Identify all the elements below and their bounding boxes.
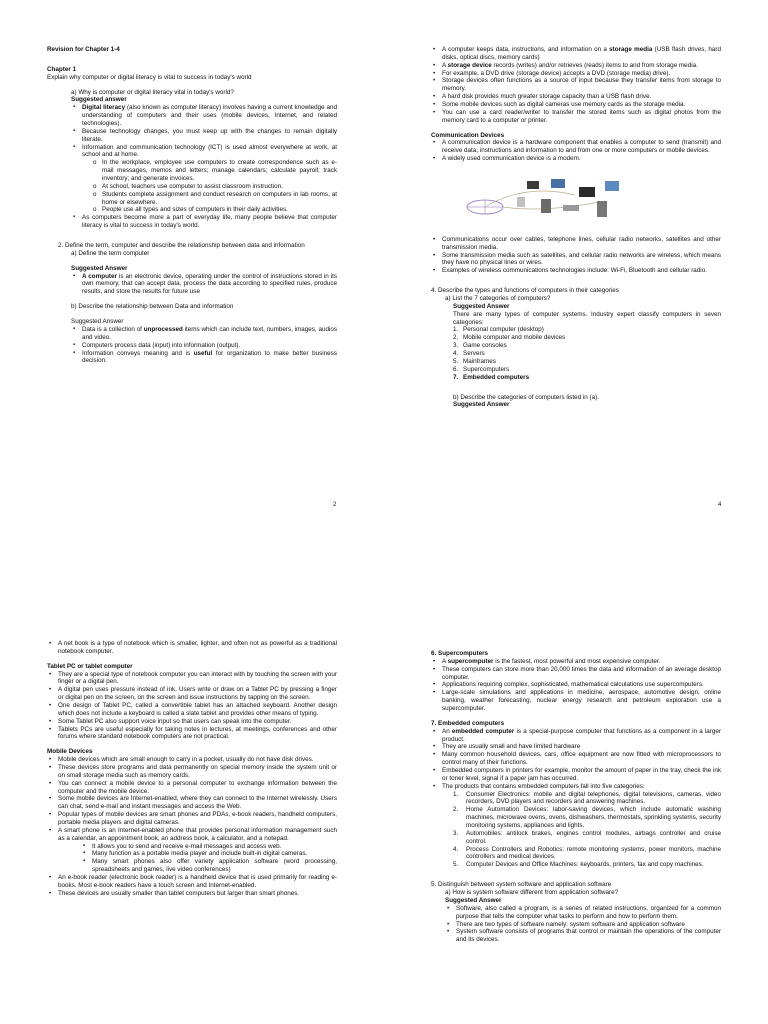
list-item: 1. Consumer Electronics: mobile and digital telephones, digital televisions, cameras, video recorders, DVD players and recorders and answering machines. [453, 790, 721, 806]
question-4b: b) Describe the categories of computers listed in (a). [453, 393, 599, 401]
list-item: • A computer keeps data, instructions, and information on a storage media (USB flash drives, hard disks, optical discs, memory cards) [431, 46, 721, 62]
list-item: • An embedded computer is a special-purpose computer that functions as a component in a larger product. [431, 728, 721, 744]
list-item: • Popular types of mobile devices are smart phones and PDAs, e-book readers, handheld computers, portable media players and digital cameras. [47, 811, 337, 827]
list-item: • Storage devices often functions as a source of input because they transfer items from storage to memory. [431, 77, 721, 93]
list-item: • These devices store programs and data permanently on special memory inside the system unit or on small storage media such as memory cards. [47, 764, 337, 780]
list-item: 3. Game consoles [453, 342, 507, 350]
list-item: 3. Automobiles: antilock brakes, engines control modules, airbags controller and cruise control. [453, 829, 721, 845]
list-item: 5. Mainframes [453, 357, 496, 365]
question-1a: a) Why is computer or digital literacy vital in today's world? [71, 88, 234, 96]
page-2 [47, 46, 337, 365]
list-item: 7. Embedded computers [453, 373, 530, 381]
list-item: • For example, a DVD drive (storage device) accepts a DVD (storage media) drive). [431, 70, 721, 78]
list-item: ▪ Information and communication technology (ICT) is used almost everywhere at work, at school and at home. [71, 144, 337, 160]
list-item: o In the workplace, employee use computers to create correspondence such as e-mail messages, memos and letters; manage calendars; calculate payroll; track inventory; and generate invoices. [93, 159, 337, 183]
list-item: 6. Supercomputers [453, 365, 510, 373]
communication-devices-heading: Communication Devices [431, 131, 505, 139]
list-item: 4. Servers [453, 350, 485, 358]
list-item: • Large-scale simulations and applications in medicine, aerospace, automotive design, online banking, weather forecasting, nuclear energy research and petroleum exploration use a supercomputer. [431, 689, 721, 713]
list-item: • You can use a card reader/writer to transfer the stored items such as digital photos from the memory card to a computer or printer. [431, 109, 721, 125]
list-item: • Some transmission media such as satellites, and cellular radio networks are wireless, which means they have no physical lines or wires. [431, 252, 721, 268]
list-item: • You can connect a mobile device to a personal computer to exchange information between the computer and the mobile device. [47, 780, 337, 796]
list-item: 2. Mobile computer and mobile devices [453, 334, 566, 342]
question-4: 4. Describe the types and functions of computers in their categories [431, 287, 619, 295]
embedded-list [431, 728, 721, 791]
suggested-answer-label: Suggested Answer [445, 896, 502, 904]
suggested-answer-label: Suggested Answer [453, 302, 510, 310]
list-item: o Students complete assignment and conduct research on computers in lab rooms, at home or elsewhere. [93, 191, 337, 207]
computer-categories-list [431, 326, 721, 381]
list-item: • Communications occur over cables, telephone lines, cellular radio networks, satellites and other transmission media. [431, 236, 721, 252]
list-item: • A supercomputer is the fastest, most powerful and most expensive computer. [431, 658, 721, 666]
mobile-list [47, 756, 337, 842]
communication-list [431, 139, 721, 163]
answer-1a-list-cont [47, 214, 337, 230]
list-item: 4. Process Controllers and Robotics: remote monitoring systems, power monitors, machine controllers and medical devices. [453, 845, 721, 861]
list-item: • Applications requiring complex, sophisticated, mathematical calculations use supercomputers. [431, 681, 721, 689]
embedded-categories-list [431, 791, 721, 870]
list-item: • An e-book reader (electronic book reader) is a handheld device that is used primarily for reading e-books. Most e-book readers have a touch screen and Internet-enabled. [47, 874, 337, 890]
list-item: ▪ Computers process data (input) into information (output). [71, 342, 337, 350]
answer-2a-list [47, 273, 337, 297]
list-item: • A net book is a type of notebook which is smaller, lighter, and often not as powerful as a traditional notebook computer. [47, 640, 337, 656]
list-item: • They are usually small and have limited hardware [431, 743, 721, 751]
smart-phone-sub-list [47, 843, 337, 874]
list-item: 5. Computer Devices and Office Machines: keyboards, printers, fax and copy machines. [453, 861, 704, 869]
question-2a: a) Define the term computer [71, 249, 150, 257]
question-2b: b) Describe the relationship between Data and information [71, 303, 234, 311]
question-5: 5. Distinguish between system software and application software [431, 881, 612, 889]
answer-1a-list [47, 104, 337, 159]
list-item: • Tablets PCs are useful especially for taking notes in lectures, at meetings, conferences and other forums where standard notebook computers are not practical. [47, 726, 337, 742]
list-item: • There are two types of software namely: system software and application software [445, 921, 721, 929]
list-item: o At school, teachers use computer to assist classroom instruction. [93, 183, 337, 191]
list-item: ▪ Because technology changes, you must keep up with the changes to remain digitally literate. [71, 128, 337, 144]
mobile-list-cont [47, 874, 337, 898]
question-2: 2. Define the term, computer and describe the relationship between data and information [58, 242, 305, 250]
page-4 [431, 46, 721, 409]
list-item: ▪ It allows you to send and receive e-mail messages and access web. [81, 843, 337, 851]
list-item: ▪ As computers become more a part of everyday life, many people believe that computer literacy is vital to success in today's world. [71, 214, 337, 230]
list-item: • Some mobile devices are Internet-enabled, where they can connect to the Internet wirelessly. Users can chat, send e-mail and instant messages and access the Web. [47, 795, 337, 811]
list-item: ▪ A computer is an electronic device, operating under the control of instructions stored in its own memory, that can accept data, process the data according to specified rules, produce results, and store the results for future use [71, 273, 337, 297]
list-item: ▪ Data is a collection of unprocessed items which can include text, numbers, images, audios and video. [71, 326, 337, 342]
suggested-answer-label: Suggested Answer [71, 318, 124, 326]
answer-2b-list [47, 326, 337, 365]
chapter-objective: Explain why computer or digital literacy is vital to success in today's world [47, 73, 252, 81]
list-item: • A storage device records (writes) and/or retrieves (reads) items to and from storage media. [431, 62, 721, 70]
supercomputers-heading: 6. Supercomputers [431, 650, 489, 657]
list-item: • These computers can store more than 20,000 times the data and information of an average desktop computer. [431, 666, 721, 682]
list-item: ▪ Information conveys meaning and is useful for organization to make better business decision. [71, 350, 337, 366]
page-5 [431, 650, 721, 944]
page-3 [47, 640, 337, 898]
suggested-answer-label: Suggested Answer [453, 401, 510, 409]
list-item: • A widely used communication device is a modem. [431, 155, 721, 163]
supercomputer-list [431, 658, 721, 713]
tablet-list [47, 671, 337, 742]
list-item: • Some mobile devices such as digital cameras use memory cards as the storage media. [431, 101, 721, 109]
mobile-devices-heading: Mobile Devices [47, 748, 93, 756]
list-item: ▪ Many function as a portable media player and include built-in digital cameras. [81, 850, 337, 858]
list-item: • Some Tablet PC also support voice input so that users can speak into the computer. [47, 718, 337, 726]
ict-sub-list [47, 159, 337, 214]
suggested-answer-label: Suggested Answer [71, 264, 128, 272]
list-item: • A communication device is a hardware component that enables a computer to send (transmit) and receive data, instructions and information to and from one or more computers or mobile devices. [431, 139, 721, 155]
tablet-pc-heading: Tablet PC or tablet computer [47, 662, 133, 670]
suggested-answer-label: Suggested answer [71, 96, 127, 104]
embedded-computers-heading: 7. Embedded computers [431, 719, 505, 727]
list-item: ▪ Many smart phones also offer variety application software (word processing, spreadsheets and games, live video conferences) [81, 858, 337, 874]
netbook-list [47, 640, 337, 656]
network-illustration [455, 173, 635, 223]
chapter-heading: Chapter 1 [47, 65, 77, 73]
page-number: 2 [333, 502, 337, 508]
list-item: • Embedded computers in printers for example, monitor the amount of paper in the tray, check the ink or toner level, signal if a paper jam has occurred. [431, 767, 721, 783]
list-item: • System software consists of programs that control or maintain the operations of the computer and its devices. [445, 928, 721, 944]
list-item: • Many common household devices, cars, office equipment are now fitted with microprocessors to control many of their functions. [431, 751, 721, 767]
list-item: o People use all types and sizes of computers in their daily activities. [93, 206, 337, 214]
question-5a: a) How is system software different from application software? [445, 889, 619, 897]
list-item: • The products that contains embedded computers fall into five categories: [431, 783, 721, 791]
revision-title: Revision for Chapter 1-4 [47, 46, 120, 53]
list-item: • A digital pen uses pressure instead of ink. Users write or draw on a Tablet PC by pressing a finger or digital pen on the screen, on the screen and issue instructions by tapping on the screen. [47, 686, 337, 702]
categories-intro: There are many types of computer systems. Industry expert classify computers in seven categories: [453, 310, 721, 326]
list-item: ▪ Digital literacy (also known as computer literacy) involves having a current knowledge and understanding of computers and their uses (mobile devices, Internet, and related technologies). [71, 104, 337, 128]
list-item: • Mobile devices which are small enough to carry in a pocket, usually do not have disk drives. [47, 756, 337, 764]
page-number: 4 [718, 502, 722, 508]
list-item: • Examples of wireless communications technologies include: Wi-Fi, Bluetooth and cellular radio. [431, 267, 721, 275]
list-item: • One design of Tablet PC, called a convertible tablet has an attached keyboard. Another design which does not include a keyboard is called a slate tablet and provides other means of typing. [47, 702, 337, 718]
list-item: • These devices are usually smaller than tablet computers but larger than smart phones. [47, 890, 337, 898]
list-item: • A smart phone is an Internet-enabled phone that provides personal information management such as a calendar, an appointment book, an address book, a calculator, and a notepad. [47, 827, 337, 843]
communication-list-cont [431, 236, 721, 275]
list-item: 2. Home Automation Devices: labor-saving devices, which include automatic washing machines, microwave ovens, ovens, dishwashers, thermostats, sprinkling systems, security monitoring systems, appliances and lights. [453, 806, 721, 830]
list-item: • A hard disk provides much greater storage capacity than a USB flash drive. [431, 93, 721, 101]
storage-list [431, 46, 721, 125]
list-item: 1. Personal computer (desktop) [453, 326, 544, 334]
list-item: • They are a special type of notebook computer you can interact with by touching the screen with your finger or a digital pen. [47, 671, 337, 687]
software-list [431, 905, 721, 944]
list-item: • Software, also called a program, is a series of related instructions, organized for a common purpose that tells the computer what tasks to perform and how to perform them. [445, 905, 721, 921]
question-4a: a) List the 7 categories of computers? [445, 295, 551, 303]
